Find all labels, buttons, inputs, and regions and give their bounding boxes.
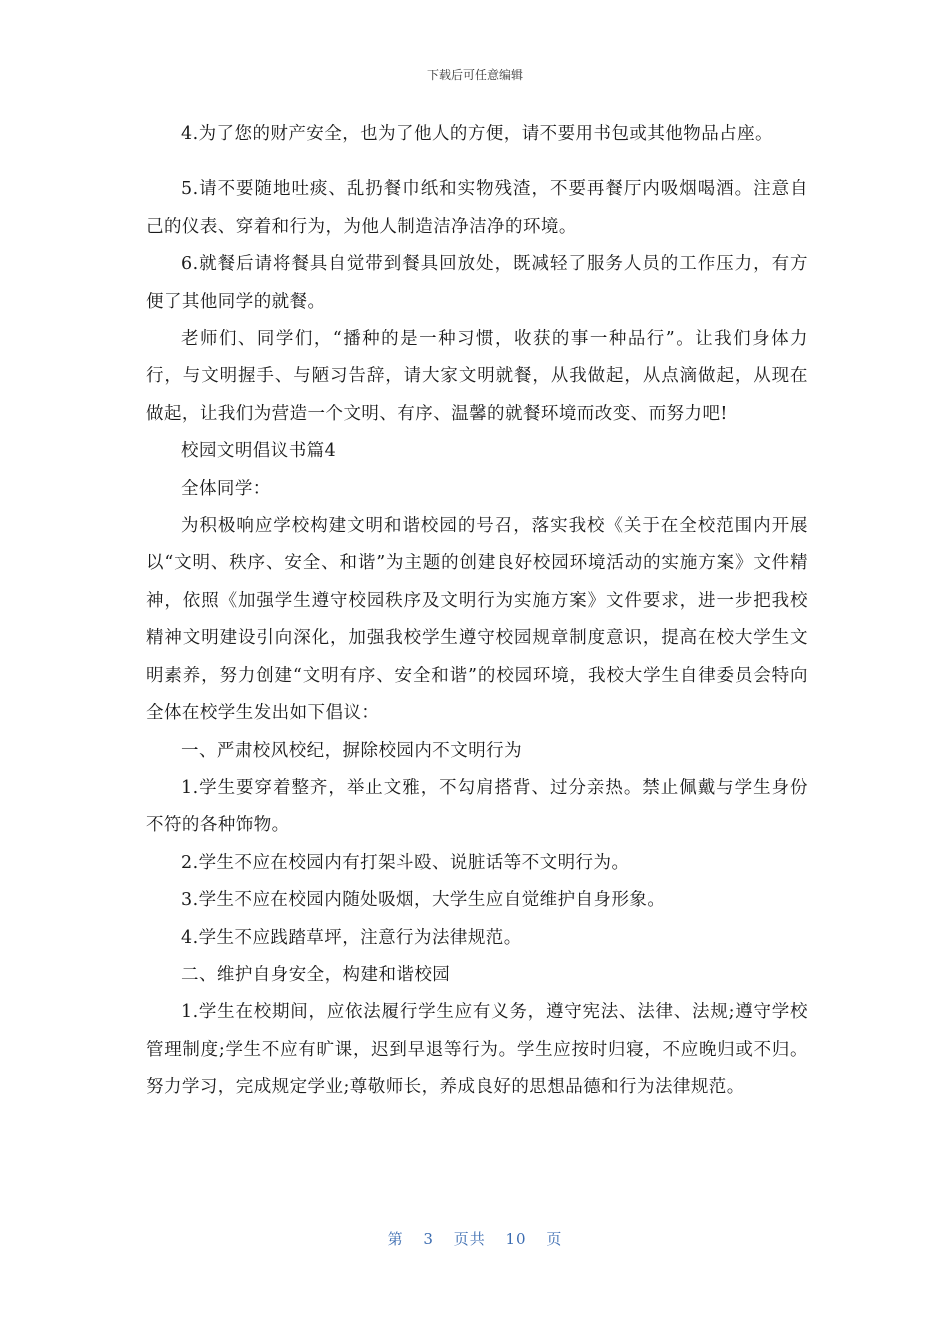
section-heading: 二、维护自身安全，构建和谐校园 (181, 964, 451, 985)
page-footer (0, 1228, 950, 1249)
footer-label-page: 第 (387, 1230, 404, 1248)
section-title: 校园文明倡议书篇4 (181, 441, 337, 462)
footer-total-pages: 10 (505, 1230, 527, 1248)
list-item: 2.学生不应在校园内有打架斗殴、说脏话等不文明行为。 (181, 852, 630, 873)
page-header: 下载后可任意编辑 (426, 68, 523, 82)
list-item: 1.学生要穿着整齐，举止文雅，不勾肩搭背、过分亲热。禁止佩戴与学生身份不符的各种饰物。 (146, 777, 808, 836)
footer-current-page: 3 (423, 1230, 434, 1248)
footer-label-pages: 页 (546, 1230, 563, 1248)
list-item: 1.学生在校期间，应依法履行学生应有义务，遵守宪法、法律、法规;遵守学校管理制度;学生不应有旷课，迟到早退等行为。学生应按时归寝，不应晚归或不归。努力学习，完成规定学业;尊敬师长，养成良好的思想品德和行为法律规范。 (146, 1002, 808, 1098)
paragraph: 5.请不要随地吐痰、乱扔餐巾纸和实物残渣，不要再餐厅内吸烟喝酒。注意自己的仪表、穿着和行为，为他人制造洁净洁净的环境。 (146, 179, 808, 237)
paragraph: 4.为了您的财产安全，也为了他人的方便，请不要用书包或其他物品占座。 (181, 124, 773, 144)
list-item: 3.学生不应在校园内随处吸烟，大学生应自觉维护自身形象。 (181, 890, 666, 911)
list-item: 4.学生不应践踏草坪，注意行为法律规范。 (181, 927, 522, 948)
paragraph: 为积极响应学校构建文明和谐校园的号召，落实我校《关于在全校范围内开展以“文明、秩序、安全、和谐”为主题的创建良好校园环境活动的实施方案》文件精神，依照《加强学生遵守校园秩序及文明行为实施方案》文件要求，进一步把我校精神文明建设引向深化，加强我校学生遵守校园规章制度意识，提高在校大学生文明素养，努力创建“文明有序、安全和谐”的校园环境，我校大学生自律委员会特向全体在校学生发出如下倡议： (146, 516, 808, 724)
document-body (146, 116, 808, 1107)
salutation: 全体同学： (181, 478, 271, 499)
paragraph: 老师们、同学们，“播种的是一种习惯，收获的事一种品行”。让我们身体力行，与文明握手、与陋习告辞，请大家文明就餐，从我做起，从点滴做起，从现在做起，让我们为营造一个文明、有序、温馨的就餐环境而改变、而努力吧! (146, 329, 808, 424)
paragraph: 6.就餐后请将餐具自觉带到餐具回放处，既减轻了服务人员的工作压力，有方便了其他同学的就餐。 (146, 254, 808, 312)
section-heading: 一、严肃校风校纪，摒除校园内不文明行为 (181, 740, 523, 761)
footer-label-of: 页共 (453, 1230, 486, 1248)
